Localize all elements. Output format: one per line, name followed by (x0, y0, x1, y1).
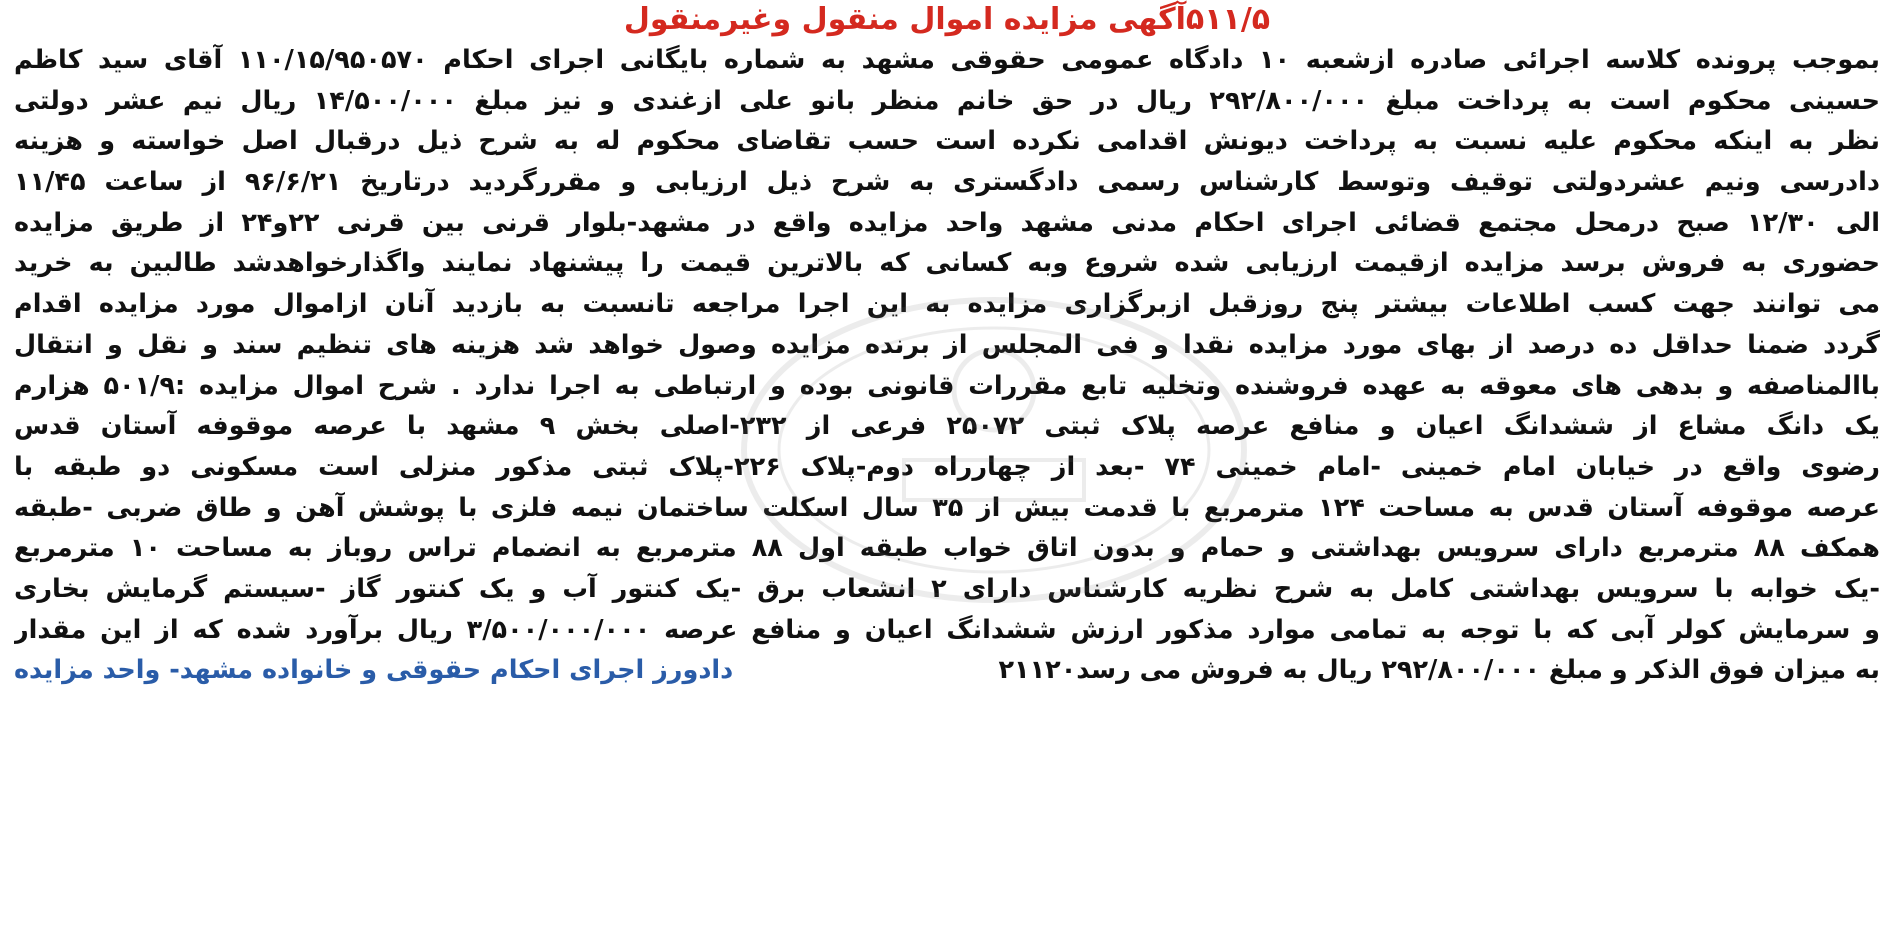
auction-notice (14, 0, 1880, 900)
notice-line: باالمناصفه و بدهی های معوقه به عهده فروشنده وتخلیه تابع مقررات قانونی بوده و ارتباطی به اجرا ندارد . شرح اموال مزایده :۵۰۱/۹ هزارم (14, 370, 1880, 401)
signature: دادورز اجرای احکام حقوقی و خانواده مشهد- واحد مزایده (14, 655, 734, 686)
notice-last-line (14, 650, 1880, 691)
notice-body (14, 40, 1880, 691)
notice-line: می توانند جهت کسب اطلاعات بیشتر پنج روزقبل ازبرگزاری مزایده به این اجرا مراجعه تانسبت به بازدید آنان ازاموال مورد مزایده اقدام (14, 289, 1880, 320)
notice-closing-text: به میزان فوق الذکر و مبلغ ۲۹۲/۸۰۰/۰۰۰ ریال به فروش می رسد۲۱۱۲۰ (998, 655, 1880, 686)
notice-line: رضوی واقع در خیابان امام خمینی -امام خمینی ۷۴ -بعد از چهارراه دوم-پلاک ۲۲۶-پلاک ثبتی مذکور منزلی است مسکونی دو طبقه با (14, 451, 1880, 482)
notice-line: حسینی محکوم است به پرداخت مبلغ ۲۹۲/۸۰۰/۰۰۰ ریال در حق خانم منظر بانو علی ازغندی و نیز مبلغ ۱۴/۵۰۰/۰۰۰ ریال نیم عشر دولتی (14, 85, 1880, 116)
notice-line: الی ۱۲/۳۰ صبح درمحل مجتمع قضائی اجرای احکام مدنی مشهد واحد مزایده واقع در مشهد-بلوار قرنی بین قرنی ۲۲و۲۴ از طریق مزایده (14, 207, 1880, 238)
notice-line: نظر به اینکه محکوم علیه نسبت به پرداخت دیونش اقدامی نکرده است حسب تقاضای محکوم له به شرح ذیل درقبال اصل خواسته و هزینه (14, 126, 1880, 157)
notice-line: دادرسی ونیم عشردولتی توقیف وتوسط کارشناس رسمی دادگستری به شرح ذیل ارزیابی و مقررگردید درتاریخ ۹۶/۶/۲۱ از ساعت ۱۱/۴۵ (14, 167, 1880, 198)
notice-line: حضوری به فروش برسد مزایده ازقیمت ارزیابی شده شروع وبه کسانی که بالاترین قیمت را پیشنهاد نمایند واگذارخواهدشد طالبین به خرید (14, 248, 1880, 279)
notice-line: همکف ۸۸ مترمربع دارای سرویس بهداشتی و حمام و بدون اتاق خواب طبقه اول ۸۸ مترمربع به انضمام تراس روباز به مساحت ۱۰ مترمربع (14, 533, 1880, 564)
notice-line: یک دانگ مشاع از ششدانگ اعیان و منافع عرصه پلاک ثبتی ۲۵۰۷۲ فرعی از ۲۳۲-اصلی بخش ۹ مشهد با عرصه موقوفه آستان قدس (14, 411, 1880, 442)
notice-line: بموجب پرونده کلاسه اجرائی صادره ازشعبه ۱۰ دادگاه عمومی حقوقی مشهد به شماره بایگانی اجرای احکام ۱۱۰/۱۵/۹۵۰۵۷۰ آقای سید کاظم (14, 45, 1880, 75)
notice-line: و سرمایش کولر آبی که با توجه به تمامی موارد مذکور ارزش ششدانگ اعیان و منافع عرصه ۳/۵۰۰/۰۰۰/۰۰۰ ریال برآورد شده که از این مقدار (14, 614, 1880, 645)
notice-title: ۵۱۱/۵آگهی مزایده اموال منقول وغیرمنقول (623, 2, 1271, 37)
notice-line: گردد ضمنا حداقل ده درصد از بهای مورد مزایده نقدا و فی المجلس از برنده مزایده وصول خواهد شد هزینه های تنظیم سند و نقل و انتقال (14, 329, 1880, 360)
notice-line: -یک خوابه با سرویس بهداشتی کامل به شرح نظریه کارشناس دارای ۲ انشعاب برق -یک کنتور آب و یک کنتور گاز -سیستم گرمایش بخاری (14, 573, 1880, 604)
notice-line: عرصه موقوفه آستان قدس به مساحت ۱۲۴ مترمربع با قدمت بیش از ۳۵ سال اسکلت ساختمان نیمه فلزی با پوشش آهن و طاق ضربی -طبقه (14, 492, 1880, 523)
